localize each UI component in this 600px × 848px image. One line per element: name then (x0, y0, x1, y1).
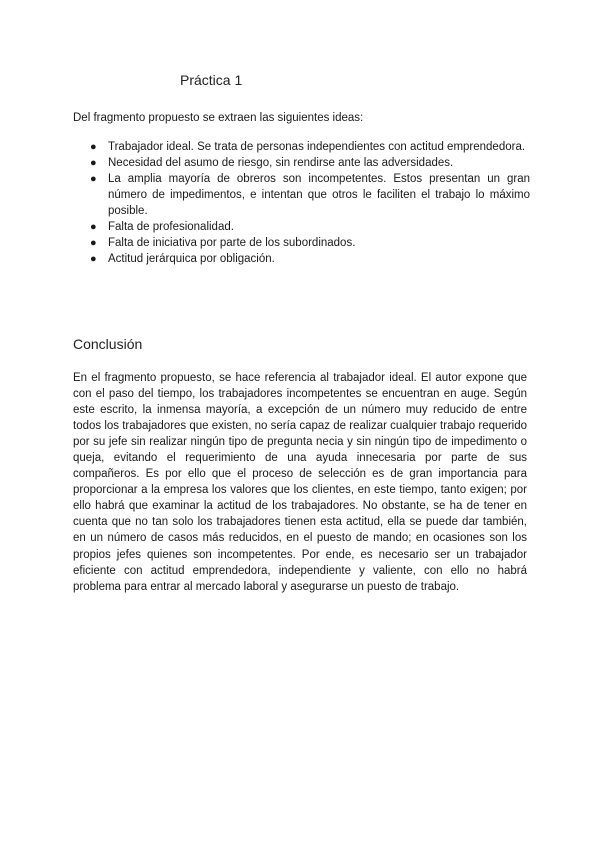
list-item-text: Falta de iniciativa por parte de los subordinados. (108, 237, 356, 249)
list-item (90, 219, 530, 235)
bullet-icon: ● (90, 141, 97, 153)
conclusion-paragraph: En el fragmento propuesto, se hace referencia al trabajador ideal. El autor expone que con el paso del tiempo, los trabajadores incompetentes se encuentran en auge. Según este escrito, la inmensa mayoría, a excepción de un número muy reducido de entre todos los trabajadores que existen, no sería capaz de realizar cualquier trabajo requerido por su jefe sin realizar ningún tipo de pregunta necia y sin ningún tipo de impedimento o queja, evitando el requerimiento de una ayuda innecesaria por parte de sus compañeros. Es por ello que el proceso de selección es de gran importancia para proporcionar a la empresa los valores que los clientes, en este tiempo, tanto exigen; por ello habrá que examinar la actitud de los trabajadores. No obstante, se ha de tener en cuenta que no tan solo los trabajadores tienen esta actitud, ella se puede dar también, en un número de casos más reducidos, en el puesto de mando; en ocasiones son los propios jefes quienes son incompetentes. Por ende, es necesario ser un trabajador eficiente con actitud emprendedora, independiente y valiente, con ello no habrá problema para entrar al mercado laboral y asegurarse un puesto de trabajo. (73, 372, 527, 593)
list-item-text: La amplia mayoría de obreros son incompetentes. Estos presentan un gran número de impedimentos, e intentan que otros le faciliten el trabajo lo máximo posible. (108, 173, 530, 217)
list-item (90, 155, 530, 171)
list-item (90, 251, 530, 267)
list-item (90, 171, 530, 219)
list-item-text: Necesidad del asumo de riesgo, sin rendirse ante las adversidades. (108, 157, 454, 169)
conclusion-heading: Conclusión (73, 336, 143, 352)
bullet-icon: ● (90, 237, 97, 249)
bullet-icon: ● (90, 221, 97, 233)
list-item (90, 139, 530, 155)
bullet-icon: ● (90, 157, 97, 169)
ideas-list (90, 139, 530, 267)
bullet-icon: ● (90, 173, 97, 185)
bullet-icon: ● (90, 253, 97, 265)
list-item-text: Falta de profesionalidad. (108, 221, 234, 233)
document-title: Práctica 1 (180, 72, 243, 88)
list-item (90, 235, 530, 251)
list-item-text: Trabajador ideal. Se trata de personas independientes con actitud emprendedora. (108, 141, 526, 153)
intro-paragraph: Del fragmento propuesto se extraen las siguientes ideas: (73, 112, 364, 124)
list-item-text: Actitud jerárquica por obligación. (108, 253, 275, 265)
